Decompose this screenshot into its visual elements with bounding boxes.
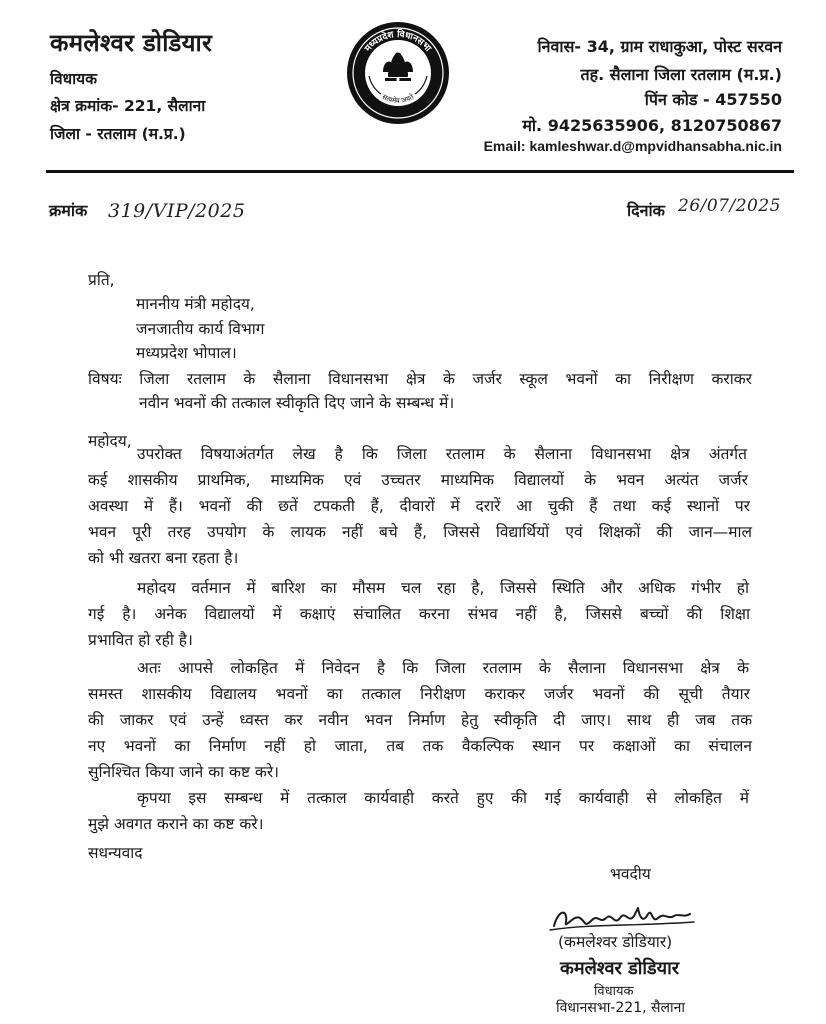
paragraph-line: अतः आपसे लोकहित में निवेदन है कि जिला रतलाम के सैलाना विधानसभा क्षेत्र के — [137, 659, 749, 677]
paragraph-line: कृपया इस सम्बन्ध में तत्काल कार्यवाही करते हुए की गई कार्यवाही से लोकहित में — [137, 789, 749, 807]
district-line: जिला - रतलाम (म.प्र.) — [50, 125, 186, 143]
signatory-name-paren: (कमलेश्वर डोडियार) — [558, 933, 673, 951]
header-divider — [46, 170, 794, 173]
paragraph-line: सुनिश्चित किया जाने का कष्ट करे। — [88, 763, 280, 781]
paragraph-line: को भी खतरा बना रहता है। — [88, 549, 239, 567]
date-label: दिनांक — [627, 201, 665, 220]
signatory-name: कमलेश्वर डोडियार — [560, 958, 680, 979]
date-value: 26/07/2025 — [678, 196, 781, 216]
yours-faithfully: भवदीय — [610, 865, 651, 883]
salutation: महोदय, — [88, 432, 132, 450]
signatory-constituency: विधानसभा-221, सैलाना — [556, 1000, 685, 1016]
reference-label: क्रमांक — [49, 201, 88, 220]
closing-thanks: सधन्यवाद — [88, 844, 143, 862]
handwritten-signature — [548, 900, 698, 936]
address-line-1: निवास- 34, ग्राम राधाकुआ, पोस्ट सरवन — [537, 37, 782, 56]
mla-designation: विधायक — [50, 70, 98, 88]
recipient-line-3: मध्यप्रदेश भोपाल। — [136, 344, 237, 362]
paragraph-line: कई शासकीय प्राथमिक, माध्यमिक एवं उच्चतर माध्यमिक विद्यालयों के भवन अत्यंत जर्जर — [88, 471, 748, 489]
address-line-2: तह. सैलाना जिला रतलाम (म.प्र.) — [580, 65, 782, 84]
mobile-numbers: मो. 9425635906, 8120750867 — [522, 116, 782, 135]
paragraph-line: समस्त शासकीय विद्यालय भवनों का तत्काल निरीक्षण कराकर जर्जर भवनों की सूची तैयार — [88, 685, 750, 703]
mla-name-heading: कमलेश्वर डोडियार — [50, 29, 213, 57]
paragraph-line: मुझे अवगत कराने का कष्ट करे। — [88, 815, 264, 833]
paragraph-line: अवस्था में हैं। भवनों की छतें टपकती हैं, दीवारों में दरारें आ चुकी हैं तथा कई स्थानों पर — [88, 497, 750, 515]
reference-number: 319/VIP/2025 — [108, 200, 246, 222]
paragraph-line: भवन पूरी तरह उपयोग के लायक नहीं बचे हैं, जिससे विद्यार्थियों एवं शिक्षकों की जान—माल — [88, 523, 752, 541]
paragraph-line: गई है। अनेक विद्यालयों में कक्षाएं संचालित करना संभव नहीं है, जिससे बच्चों की शिक्षा — [88, 605, 750, 623]
subject-line-1: विषयः जिला रतलाम के सैलाना विधानसभा क्षेत्र के जर्जर स्कूल भवनों का निरीक्षण कराकर — [88, 370, 752, 388]
subject-line-2: नवीन भवनों की तत्काल स्वीकृति दिए जाने के सम्बन्ध में। — [139, 394, 455, 412]
signatory-designation: विधायक — [594, 984, 634, 999]
vidhansabha-seal-logo — [345, 20, 451, 126]
paragraph-line: प्रभावित हो रही है। — [88, 631, 193, 649]
recipient-to: प्रति, — [88, 271, 115, 289]
paragraph-line: नए भवनों का निर्माण नहीं हो जाता, तब तक वैकल्पिक स्थान पर कक्षाओं का संचालन — [88, 737, 752, 755]
recipient-line-1: माननीय मंत्री महोदय, — [136, 295, 255, 313]
paragraph-line: उपरोक्त विषयाअंतर्गत लेख है कि जिला रतलाम के सैलाना विधानसभा क्षेत्र अंतर्गत — [137, 445, 747, 463]
seal-top-text: मध्यप्रदेश विधानसभा — [363, 29, 433, 54]
pin-code: पिंन कोड - 457550 — [644, 90, 782, 109]
constituency-line: क्षेत्र क्रमांक- 221, सैलाना — [50, 97, 206, 115]
recipient-line-2: जनजातीय कार्य विभाग — [136, 320, 265, 338]
paragraph-line: की जाकर एवं उन्हें ध्वस्त कर नवीन भवन निर्माण हेतु स्वीकृति दी जाए। साथ ही जब तक — [88, 711, 752, 729]
seal-bottom-text: सत्यमेव जयते — [380, 92, 416, 105]
email-address: Email: kamleshwar.d@mpvidhansabha.nic.in — [483, 138, 782, 154]
paragraph-line: महोदय वर्तमान में बारिश का मौसम चल रहा है, जिससे स्थिति और अधिक गंभीर हो — [137, 579, 749, 597]
